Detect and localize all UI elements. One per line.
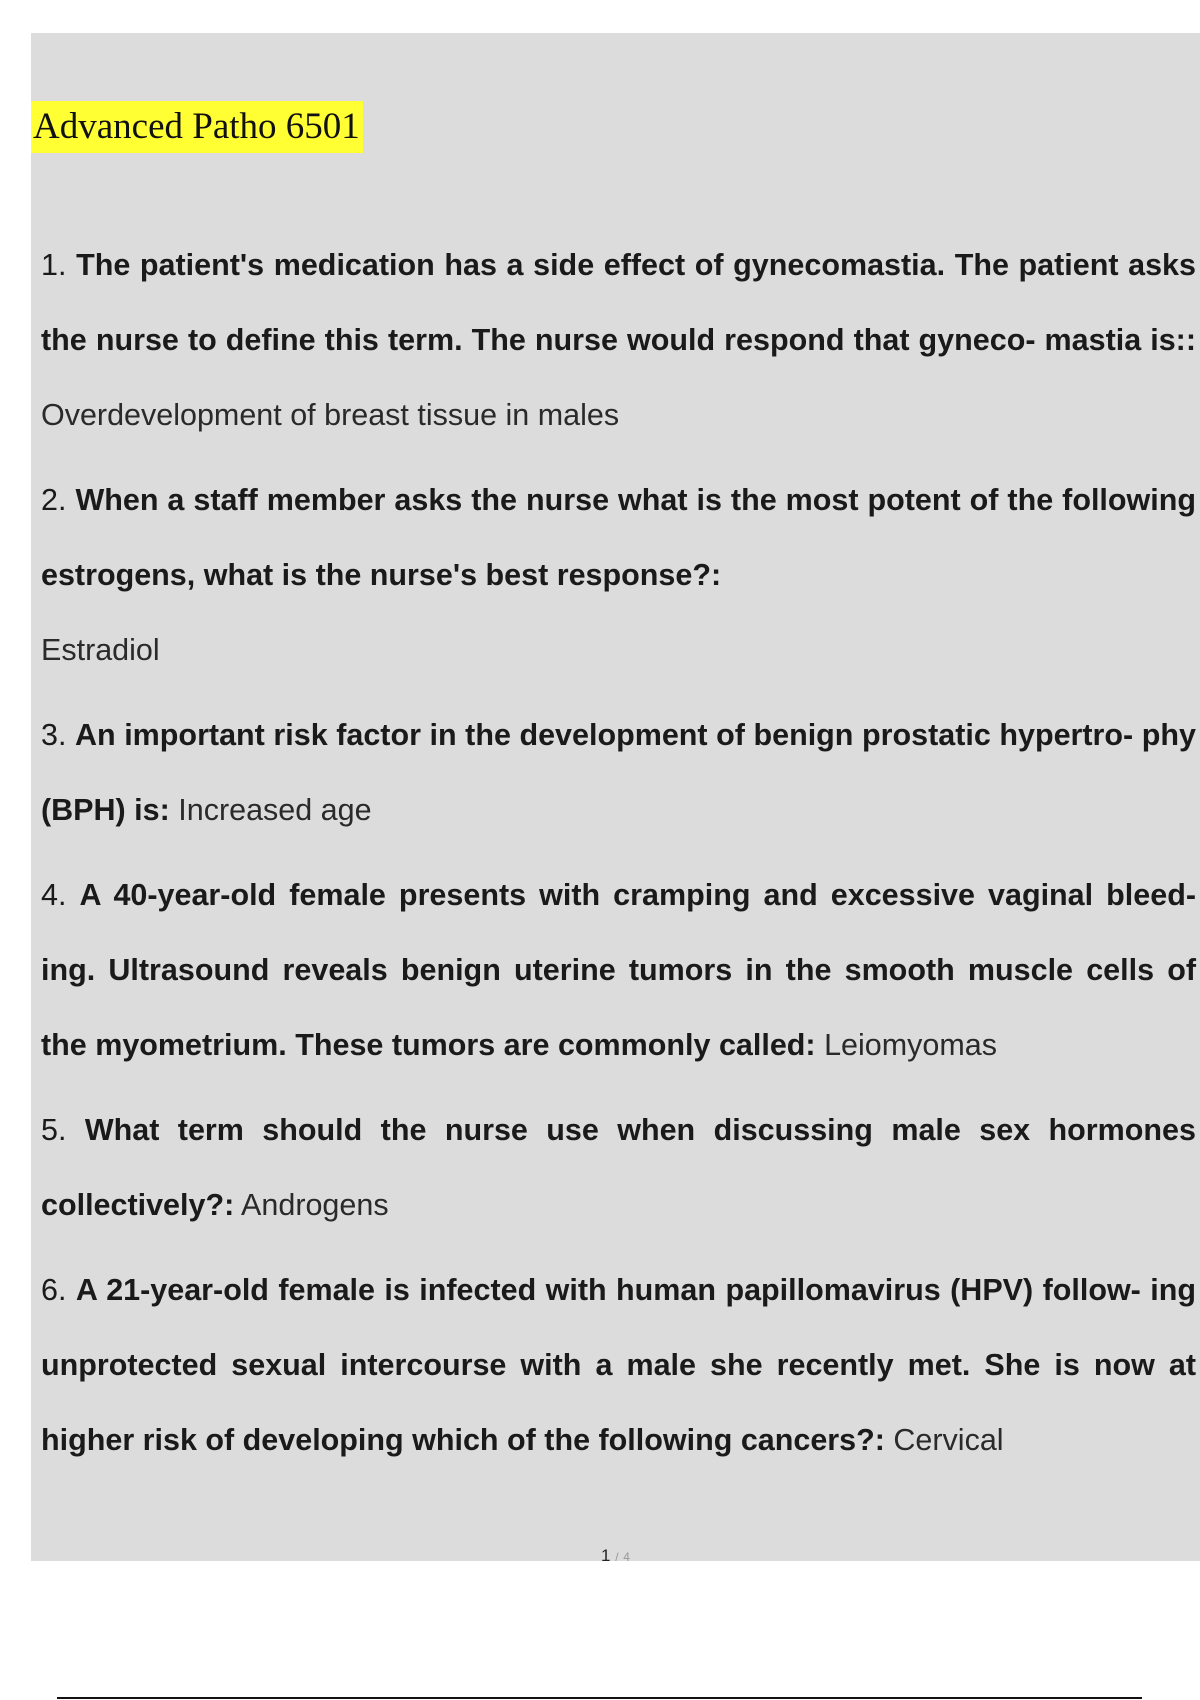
- question-item: [41, 698, 1196, 848]
- question-item: [41, 1253, 1196, 1478]
- question-number: 6.: [41, 1273, 67, 1307]
- bottom-divider: [57, 1697, 1142, 1699]
- question-number: 5.: [41, 1113, 67, 1147]
- question-answer: Estradiol: [41, 633, 160, 667]
- question-number: 4.: [41, 878, 67, 912]
- question-number: 1.: [41, 248, 67, 282]
- document-title: [31, 108, 363, 145]
- question-answer: Androgens: [241, 1188, 389, 1222]
- question-item: [41, 858, 1196, 1083]
- question-list: [41, 228, 1196, 1488]
- page-total: 4: [623, 1550, 630, 1561]
- question-item: [41, 1093, 1196, 1243]
- question-item: [41, 228, 1196, 453]
- question-number: 2.: [41, 483, 67, 517]
- page-indicator: [31, 1546, 1200, 1561]
- question-text: The patient's medication has a side effect of gynecomastia. The patient asks the nurse to define this term. The nurse would respond that gyneco- mastia is::: [41, 248, 1196, 357]
- question-answer: Leiomyomas: [824, 1028, 997, 1062]
- title-highlight: Advanced Patho 6501: [31, 101, 363, 153]
- question-text: What term should the nurse use when discussing male sex hormones collectively?:: [41, 1113, 1196, 1222]
- question-text: When a staff member asks the nurse what is the most potent of the following estrogens, what is the nurse's best response?:: [41, 483, 1196, 592]
- page-separator: /: [615, 1550, 619, 1561]
- question-text: An important risk factor in the development of benign prostatic hypertro- phy (BPH) is:: [41, 718, 1196, 827]
- question-number: 3.: [41, 718, 67, 752]
- question-text: A 21-year-old female is infected with human papillomavirus (HPV) follow- ing unprotected sexual intercourse with a male she recently met. She is now at higher risk of developing which of the following cancers?:: [41, 1273, 1196, 1457]
- question-answer: Cervical: [893, 1423, 1004, 1457]
- question-answer: Overdevelopment of breast tissue in males: [41, 398, 620, 432]
- question-item: [41, 463, 1196, 688]
- document-page: [31, 33, 1200, 1561]
- page-current: 1: [601, 1546, 611, 1561]
- question-text: A 40-year-old female presents with cramping and excessive vaginal bleed- ing. Ultrasound reveals benign uterine tumors in the smooth muscle cells of the myometrium. These tumors are commonly called:: [41, 878, 1196, 1062]
- question-answer: Increased age: [178, 793, 372, 827]
